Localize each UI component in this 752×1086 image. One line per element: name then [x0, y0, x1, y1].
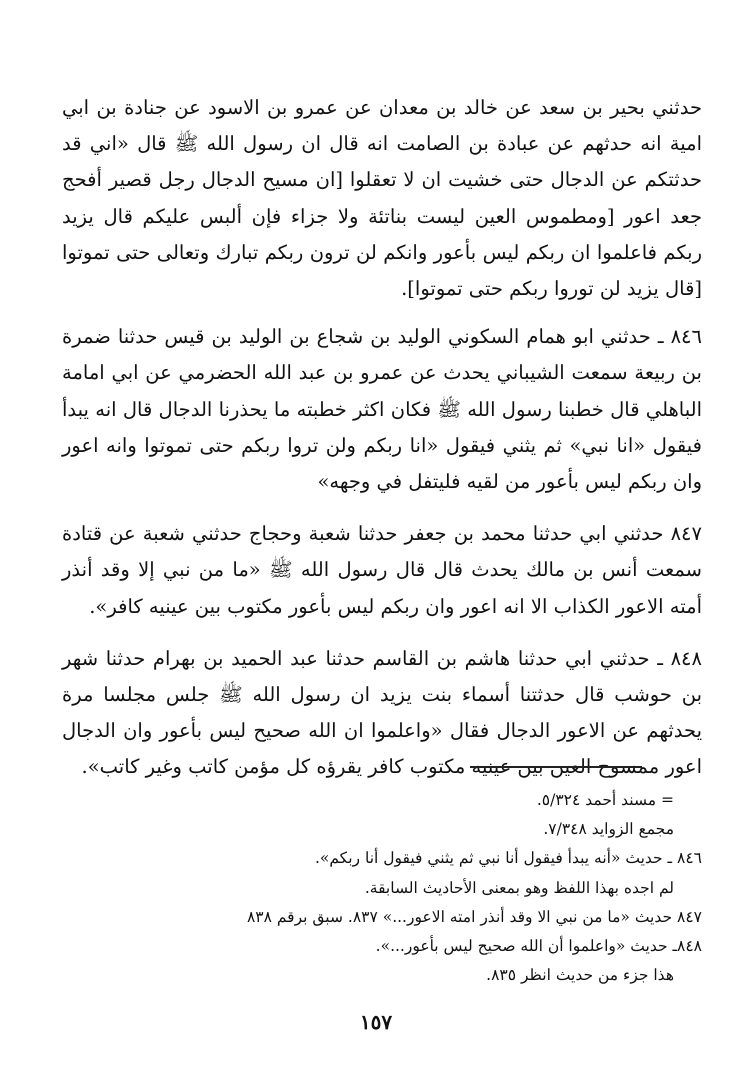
main-text — [62, 90, 702, 802]
hadith-paragraph: ٨٤٧ حدثني ابي حدثنا محمد بن جعفر حدثنا شعبة وحجاج حدثني شعبة عن قتادة سمعت أنس بن مالك يحدث قال قال رسول الله ﷺ «ما من نبي إلا وقد أنذر أمته الاعور الكذاب الا انه اعور وان ربكم ليس بأعور مكتوب بين عينيه كافر». — [62, 522, 702, 618]
footnote-line: لم اجده بهذا اللفظ وهو بمعنى الأحاديث السابقة. — [364, 878, 674, 897]
footnote-line: ٨٤٧ حديث «ما من نبي الا وقد أنذر امته الاعور...» ٨٣٧. سبق برقم ٨٣٨ — [246, 907, 702, 926]
footnote-line: ٨٤٦ ـ حديث «أنه يبدأ فيقول أنا نبي ثم يثني فيقول أنا ربكم». — [314, 849, 702, 868]
footnotes — [62, 786, 702, 990]
hadith-paragraph: ٨٤٨ ـ حدثني ابي حدثنا هاشم بن القاسم حدثنا عبد الحميد بن بهرام حدثنا شهر بن حوشب قال حدثتنا أسماء بنت يزيد ان رسول الله ﷺ جلس مجلسا مرة يحدثهم عن الاعور الدجال فقال «واعلموا ان الله صحيح ليس بأعور وان الدجال اعور ممسوح العين بين عينيه مكتوب كافر يقرؤه كل مؤمن كاتب وغير كاتب». — [62, 646, 702, 779]
footnote-line: هذا جزء من حديث انظر ٨٣٥. — [486, 966, 674, 985]
footnote-line: = مسند أحمد ٥/٣٢٤. — [536, 791, 674, 809]
footnote-line: مجمع الزوايد ٧/٣٤٨. — [543, 820, 674, 839]
footnote-divider — [470, 766, 642, 768]
footnote-line: ٨٤٨ـ حديث «واعلموا أن الله صحيح ليس بأعور...». — [375, 937, 702, 956]
hadith-paragraph: حدثني بحير بن سعد عن خالد بن معدان عن عمرو بن الاسود عن جنادة بن ابي امية انه حدثهم عن عبادة بن الصامت انه قال ان رسول الله ﷺ قال «اني قد حدثتكم عن الدجال حتى خشيت ان لا تعقلوا [ان مسيح الدجال رجل قصير أفحج جعد اعور [ومطموس العين ليست بناتئة ولا جزاء فإن ألبس عليكم قال يزيد ربكم فاعلموا ان ربكم ليس بأعور وانكم لن ترون ربكم تبارك وتعالى حتى تموتوا [قال يزيد لن توروا ربكم حتى تموتوا]. — [62, 96, 702, 301]
page-number: ١٥٧ — [359, 1010, 393, 1034]
hadith-paragraph: ٨٤٦ ـ حدثني ابو همام السكوني الوليد بن شجاع بن الوليد بن قيس حدثنا ضمرة بن ربيعة سمعت الشيباني يحدث عن عمرو بن عبد الله الحضرمي عن ابي امامة الباهلي قال خطبنا رسول الله ﷺ فكان اكثر خطبته ما يحذرنا الدجال قال انه يبدأ فيقول «انا نبي» ثم يثني فيقول «انا ربكم ولن تروا ربكم حتى تموتوا وانه اعور وان ربكم ليس بأعور من لقيه فليتفل في وجهه» — [62, 325, 702, 494]
